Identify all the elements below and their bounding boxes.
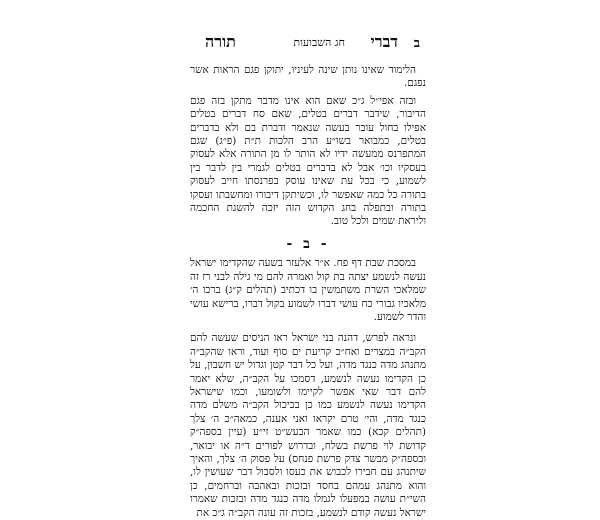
section-divider: - ב -: [286, 235, 330, 252]
holiday-title: חג השבועות: [293, 36, 345, 49]
paragraph-1: הלימוד שאינו נותן שינה לעיניו, יתוקן פגם הראות אשר נפגם.: [190, 64, 426, 90]
paragraph-2: ובזה אפי״ל ג״כ שאם הוא אינו מדבר מתקן בזה פגם הדיבור, שידבר דברים בטלים, שאם סח דברים בטלים אפילו בחול עובר בעשה שנאמר ודברת בם ולא בדברים בטלים, כמבואר בשו״ע הרב הלכות ת״ת (פ״ג) שגם המתפרנס ממעשה ידיו לא הותר לו מן התורה אלא לעסוק בעסקיו וכו׳ אבל לא בדברים בטלים לגמרי בין לדבר בין לשמוע, כי בכל עת שאינו עוסק בפרנסתו חייב לעסוק בתורה כל כמה שאפשר לו, וכשיתקן דיבורו ומחשבתו ועסקו בתורה ובתפלה בחג הקדוש הזה יזכה להשגת החכמה וליראת שמים ולכל טוב.: [190, 94, 426, 228]
section-title: דברי: [370, 32, 398, 51]
paragraph-3: במסכת שבת דף פח. א״ר אלעזר בשעה שהקדימו ישראל נעשה לנשמע יצתה בת קול ואמרה להם מי גילה לבני רז זה שמלאכי השרת משתמשין בו דכתיב (תהלים ק״ג) ברכו ה׳ מלאכיו גבורי כח עושי דברו לשמוע בקול דברו, ברישא עושי והדר לשמוע.: [190, 257, 426, 323]
book-title: תורה: [205, 32, 236, 51]
page-letter: ב: [413, 36, 420, 51]
body-text: [190, 64, 426, 520]
paragraph-4: ונראה לפרש, דהנה בני ישראל ראו הניסים שעשה להם הקב״ה במצרים ואח״כ קריעת ים סוף ועוד, וראו שהקב״ה מתנהג מדה כנגד מדה, ועל כל דבר קטן וגדול יש חשבון, על כן הקדימו נעשה לנשמע, דסמכו על הקב״ה, שלא יאמר להם דבר שאי אפשר לקיימו ולשומעו, וכמו שישראל הקדימו נעשה לנשמע כמו כן בכיכול הקב״ה משלם מדה כנגד מדה, והי׳ טרם יקראו ואני אענה, כמאה״כ ה׳ צלך (תהלים קכא) כמו שאמר הבעש״ט זי״ע (עיין בספה״ק קדושת לוי פרשת בשלח, ובדרוש לפורים ד״ה או יבואר, ובספה״ק מבשר צדק פרשת פנחס) על פסוק ה׳ צלך, והאיך שיתנהג עם חבירו לכבוש את כעסו ולסבול דבר שעושין לו, והוא מתנהג עמהם בחסד ובזכות ובאהבה וברחמים, כן השי״ת עושה במפעלו לגמלו מדה כנגד מדה ובזכות שאמרו ישראל נעשה קודם לנשמע, בזכות זה עונה הקב״ה ג״כ את: [190, 332, 426, 519]
page-header: [205, 34, 420, 54]
